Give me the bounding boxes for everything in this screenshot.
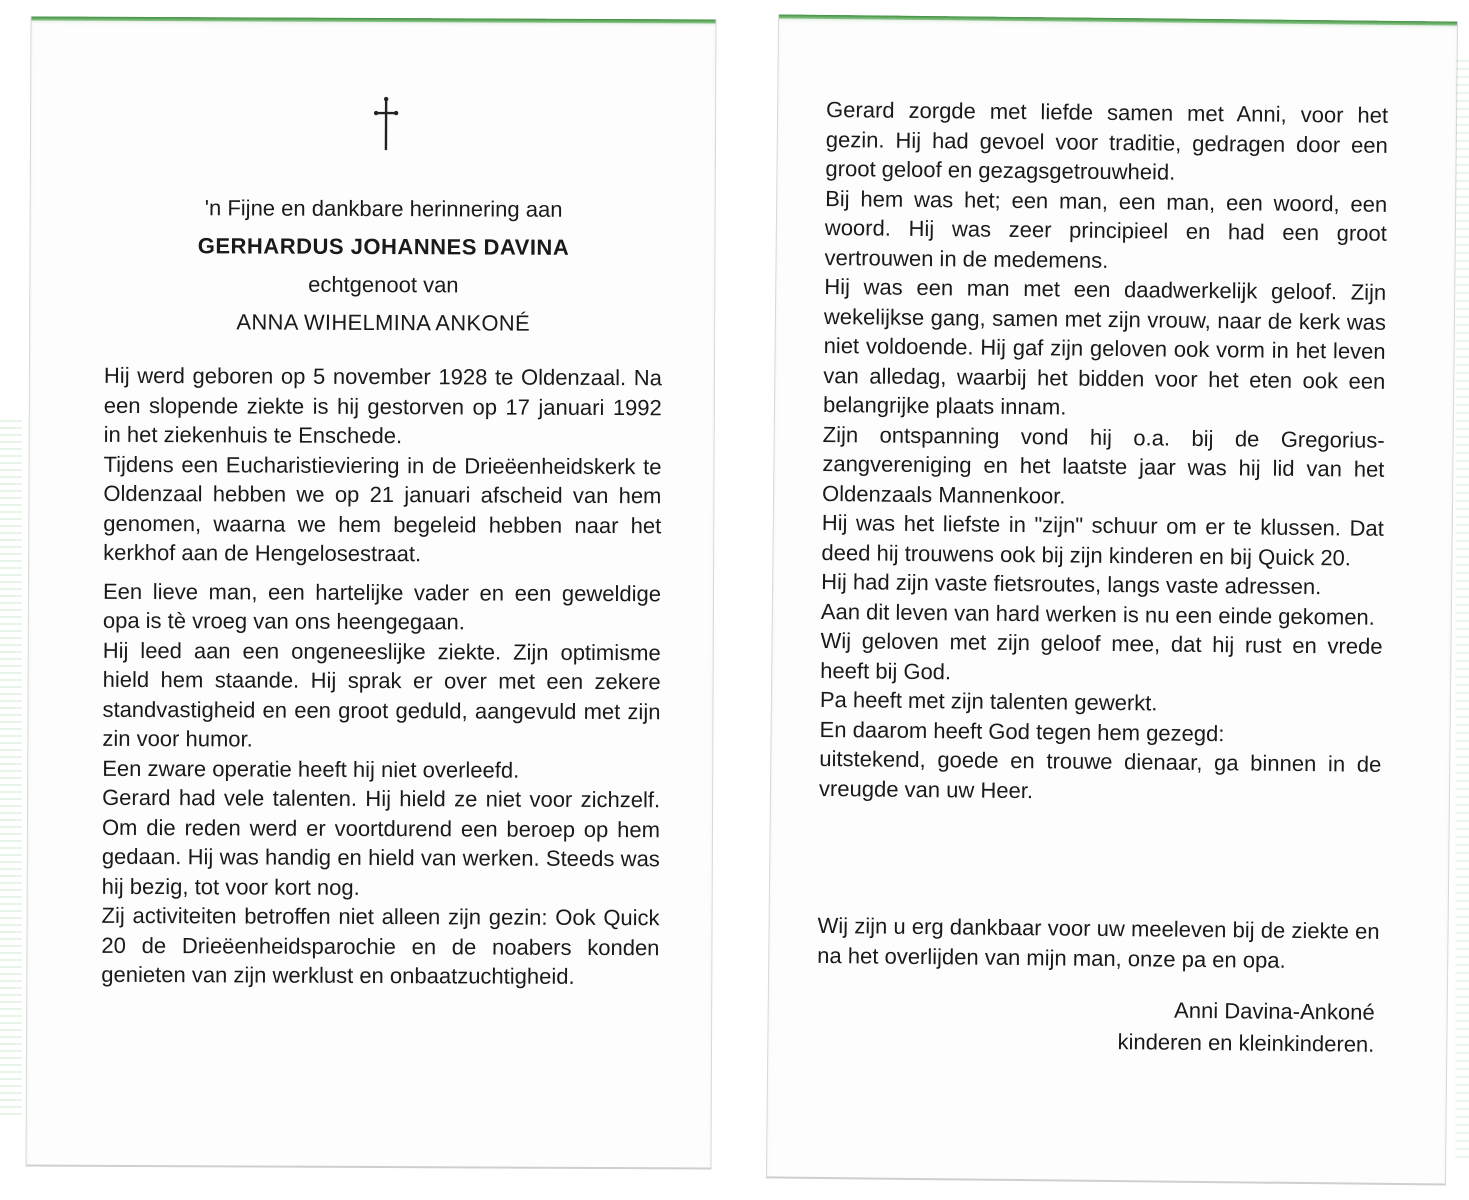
paragraph: Zij activiteiten betroffen niet alleen zijn gezin: Ook Quick 20 de Drieëenheidsparochie en de noabers konden genieten van zijn werklust en onbaatzuchtigheid. [101, 902, 660, 989]
paragraph: Een lieve man, een hartelijke vader en een geweldige opa is tè vroeg van ons heengegaan. [102, 578, 662, 635]
paragraph: uitstekend, goede en trouwe dienaar, ga binnen in de vreugde van uw Heer. [818, 745, 1382, 803]
paragraph: Hij had zijn vaste fietsroutes, langs vaste adressen. [821, 568, 1322, 600]
paragraph: Zijn ontspanning vond hij o.a. bij de Gregorius-zangvereniging en het laatste jaar was hij lid van het Oldenzaals Mannenkoor. [821, 421, 1385, 509]
memorial-card-left [25, 17, 716, 1170]
intro-line: 'n Fijne en dankbare herinnering aan [204, 195, 563, 222]
paragraph: Hij werd geboren op 5 november 1928 te Oldenzaal. Na een slopende ziekte is hij gestorven op 17 januari 1992 in het ziekenhuis te Enschede. [103, 362, 662, 449]
card-header [104, 193, 663, 337]
paragraph: Wij geloven met zijn geloof mee, dat hij rust en vrede heeft bij God. [820, 627, 1383, 684]
paragraph: Gerard zorgde met liefde samen met Anni, voor het gezin. Hij had gevoel voor traditie, gedragen door een groot geloof en gezagsgetrouwheid. [825, 96, 1389, 185]
paragraph: Bij hem was het; een man, een man, een woord, een woord. Hij was zeer principieel en had een groot vertrouwen in de medemens. [824, 185, 1388, 273]
paragraph: Hij was een man met een daadwerkelijk geloof. Zijn wekelijkse gang, samen met zijn vrouw, naar de kerk was niet voldoende. Hij gaf zijn geloven ook vorm in het leven van alledag, waarbij het bidden voor het eten ook een belangrijke plaats innam. [822, 273, 1387, 420]
paragraph: Een zware operatie heeft hij niet overleefd. [102, 755, 520, 783]
paragraph: En daarom heeft God tegen hem gezegd: [819, 716, 1225, 746]
paragraph: Pa heeft met zijn talenten gewerkt. [819, 686, 1158, 716]
paragraph: Gerard had vele talenten. Hij hield ze niet voor zichzelf. Om die reden werd er voortdurend een beroep op hem gedaan. Hij was handig en hield van werken. Steeds was hij bezig, tot voor kort nog. [101, 784, 661, 900]
thanks-text: Wij zijn u erg dankbaar voor uw meeleven bij de ziekte en na het overlijden van mijn man, onze pa en opa. [817, 912, 1380, 973]
paragraph: Hij was het liefste in "zijn" schuur om er te klussen. Dat deed hij trouwens ook bij zijn kinderen en bij Quick 20. [821, 509, 1384, 570]
left-body-text [101, 361, 662, 992]
scan-artifact-left [0, 420, 22, 1120]
deceased-name: GERHARDUS JOHANNES DAVINA [197, 233, 570, 260]
paragraph: Tijdens een Eucharistieviering in de Drieëenheidskerk te Oldenzaal hebben we op 21 januari afscheid van hem genomen, waarna we hem begeleid hebben naar het kerkhof aan de Hengelosestraat. [103, 451, 662, 567]
paragraph: Aan dit leven van hard werken is nu een einde gekomen. [820, 598, 1376, 630]
thanks-block [817, 911, 1380, 976]
signature-name: Anni Davina-Ankoné [1173, 997, 1375, 1025]
scan-artifact-right [1455, 60, 1469, 1160]
cross-icon [371, 96, 401, 152]
memorial-card-right [766, 14, 1458, 1185]
spouse-name: ANNA WIHELMINA ANKONÉ [236, 309, 531, 336]
right-body-text [819, 95, 1388, 809]
signature-block [1117, 994, 1374, 1061]
relation-line: echtgenoot van [308, 271, 459, 298]
signature-family: kinderen en kleinkinderen. [1117, 1029, 1375, 1057]
paragraph: Hij leed aan een ongeneeslijke ziekte. Zijn optimisme hield hem staande. Hij sprak er over met een zekere standvastigheid en een groot geduld, aangevuld met zijn zin voor humor. [102, 637, 661, 752]
